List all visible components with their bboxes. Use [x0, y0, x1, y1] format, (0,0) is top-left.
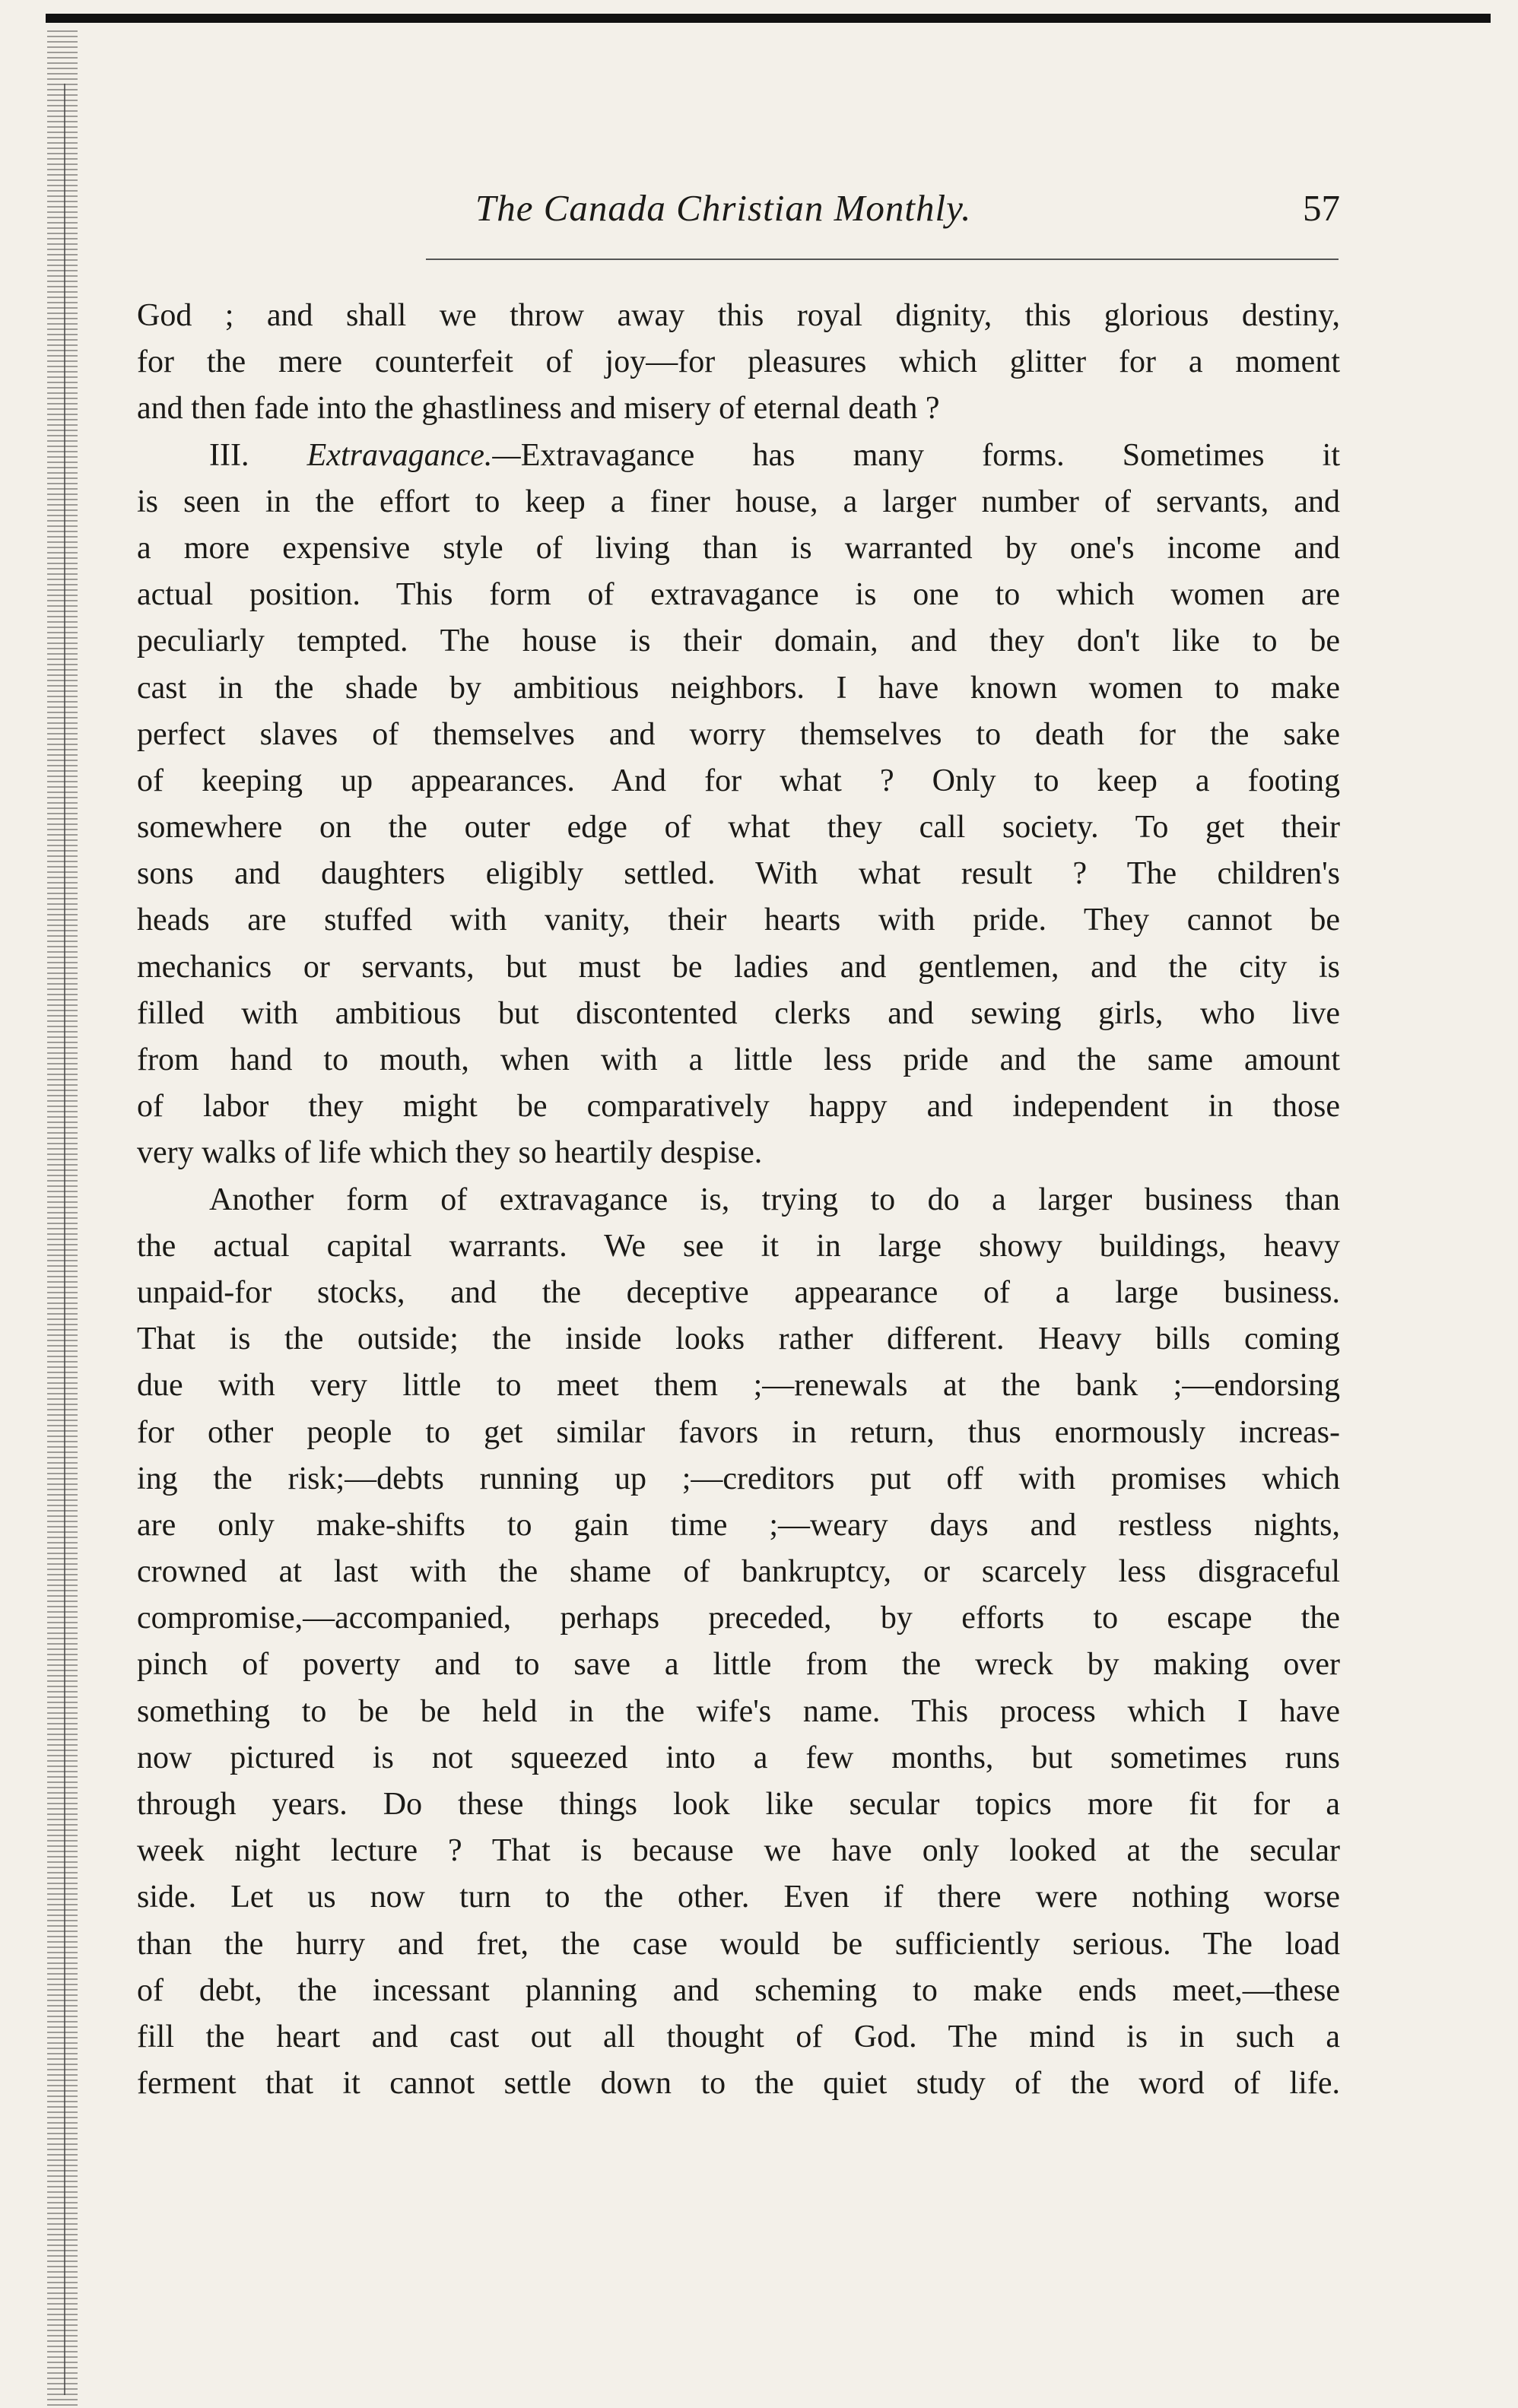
text-line: now pictured is not squeezed into a few months, but sometimes runs: [137, 1740, 1340, 1775]
binding-edge-texture: [47, 30, 78, 2408]
text-line: from hand to mouth, when with a little less pride and the same amount: [137, 1042, 1340, 1077]
text-line: somewhere on the outer edge of what they call society. To get their: [137, 810, 1340, 845]
text-line: heads are stuffed with vanity, their hearts with pride. They cannot be: [137, 903, 1340, 938]
header-rule: [426, 259, 1339, 260]
text-line: That is the outside; the inside looks rather different. Heavy bills coming: [137, 1321, 1340, 1357]
text-line: for the mere counterfeit of joy—for pleasures which glitter for a moment: [137, 344, 1340, 380]
text-line: week night lecture ? That is because we have only looked at the secular: [137, 1833, 1340, 1869]
text-line: of debt, the incessant planning and scheming to make ends meet,—these: [137, 1972, 1340, 2008]
text-line: sons and daughters eligibly settled. With what result ? The children's: [137, 856, 1340, 892]
section-numeral: III.: [209, 437, 249, 473]
text-line: mechanics or servants, but must be ladies and gentlemen, and the city is: [137, 949, 1340, 985]
running-title: The Canada Christian Monthly.: [475, 187, 972, 229]
text-line: something to be be held in the wife's name. This process which I have: [137, 1693, 1340, 1729]
text-line: unpaid-for stocks, and the deceptive appearance of a large business.: [137, 1274, 1340, 1310]
section-lead-text: Extravagance has many forms. Sometimes it: [520, 437, 1340, 473]
text-line: peculiarly tempted. The house is their domain, and they don't like to be: [137, 623, 1340, 659]
binding-margin-line: [64, 84, 65, 2395]
text-line: filled with ambitious but discontented clerks and sewing girls, who live: [137, 995, 1340, 1031]
section-title: Extravagance.—: [306, 437, 521, 473]
text-line: is seen in the effort to keep a finer house, a larger number of servants, and: [137, 484, 1340, 519]
text-line: crowned at last with the shame of bankruptcy, or scarcely less disgraceful: [137, 1554, 1340, 1590]
text-line: a more expensive style of living than is warranted by one's income and: [137, 530, 1340, 566]
text-line: through years. Do these things look like secular topics more fit for a: [137, 1787, 1340, 1822]
text-line: for other people to get similar favors in return, thus enormously increas-: [137, 1414, 1340, 1450]
text-line: are only make-shifts to gain time ;—weary days and restless nights,: [137, 1507, 1340, 1543]
page-header: [137, 186, 1340, 240]
text-line: side. Let us now turn to the other. Even if there were nothing worse: [137, 1880, 1340, 1915]
text-line: cast in the shade by ambitious neighbors. I have known women to make: [137, 670, 1340, 706]
text-line: ing the risk;—debts running up ;—creditors put off with promises which: [137, 1461, 1340, 1496]
text-line: fill the heart and cast out all thought of God. The mind is in such a: [137, 2019, 1340, 2054]
section-heading-line: [137, 433, 1340, 479]
text-line: pinch of poverty and to save a little from the wreck by making over: [137, 1647, 1340, 1683]
text-line: ferment that it cannot settle down to the quiet study of the word of life.: [137, 2066, 1340, 2102]
text-line: God ; and shall we throw away this royal dignity, this glorious destiny,: [137, 298, 1340, 333]
text-line: Another form of extravagance is, trying to do a larger business than: [209, 1182, 1340, 1217]
text-line: very walks of life which they so heartily despise.: [137, 1135, 763, 1171]
text-line: actual position. This form of extravagance is one to which women are: [137, 577, 1340, 613]
text-line: than the hurry and fret, the case would be sufficiently serious. The load: [137, 1926, 1340, 1962]
article-body: [137, 293, 1340, 2107]
text-line: compromise,—accompanied, perhaps preceded, by efforts to escape the: [137, 1601, 1340, 1636]
text-line: and then fade into the ghastliness and misery of eternal death ?: [137, 391, 940, 427]
text-line: due with very little to meet them ;—renewals at the bank ;—endorsing: [137, 1368, 1340, 1404]
text-line: perfect slaves of themselves and worry themselves to death for the sake: [137, 716, 1340, 752]
text-line: the actual capital warrants. We see it in large showy buildings, heavy: [137, 1228, 1340, 1264]
top-edge-rule: [46, 14, 1491, 23]
text-line: of labor they might be comparatively happy and independent in those: [137, 1089, 1340, 1125]
text-line: of keeping up appearances. And for what ? Only to keep a footing: [137, 763, 1340, 798]
page-number: 57: [1303, 187, 1340, 229]
